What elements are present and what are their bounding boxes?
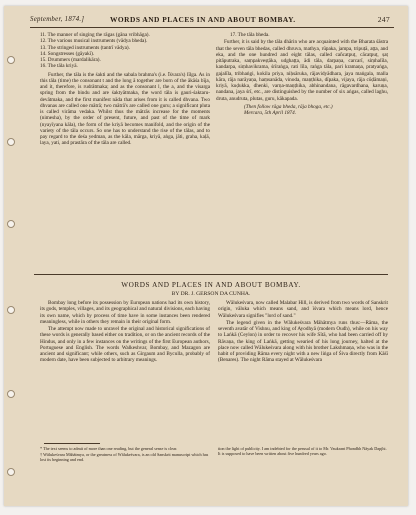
list-item: 13. The stringed instruments (tantrī vādya).	[40, 44, 130, 51]
list-item: 15. Drummers (mardalikāra).	[40, 57, 101, 63]
paragraph: The attempt now made to unravel the original and historical significations of these words is generally based either on tradition, or on the ancient records of the Hindus, and only in a few instances on the writings of the first European authors, Portuguese and English. The words Walkeshvar, Bombay, and Mazagon are ancient and significant; while others, such as Girgaum and Byculla, probably of modern date, have been subjected to arbitrary meanings.	[40, 326, 210, 364]
paragraph: Wālukeśvara, now called Malabar Hill, is derived from two words of Sanskrit origin, vāluka which means sand, and īśvara which means lord, hence Wālukeśvara signifies "lord of sand."	[218, 300, 388, 319]
paragraph: Bombay long before its possession by European nations had its own history, its gods, temples, villages, and its geographical and natural divisions, each having its own name, which by process of time have in some instances been rendered meaningless, while in others they remain in their original form.	[40, 300, 210, 325]
list-item: 12. The various musical instruments (vādya bheda).	[40, 38, 148, 45]
paragraph: Further, the tāla is the śakti and the sabala brahma's (i.e. Īśvara's) līlga. As in this tāla (time) the consonant t and the long ā together are born of the ākāśa bīja, and it, therefore, is rudrātmaka; and as the consonant l, the a, and the visarga spring from the bindu and are śaktyātmaka, the word tāla is gauri-śaktaru-devātmaka, and the first manifest nāda that arises from it is called dhvana. Two dhvanas are called one mātrā; two mātrā's are called one guru; a significant pluta is called virāma vedaka. Whilst thus the mātrās increase for the moments (nimesha), by the order of present, future, and past of the time of mark (nyayīyana kāla), the form of the kriyā becomes manifold, and the origin of the variety of the tāla occurs. So one has to understand the rise of the tālas, and to pay regard to the deśa yedman, as the kāla, mārga, kriyā, aṅga, jāti, graha, kaḷā, laya, yati, and prastāra of the tāla are called.	[40, 71, 210, 147]
page-number: 247	[377, 15, 390, 24]
list-item: 14. Songstresses (gāyakī).	[40, 50, 95, 57]
header-title: WORDS AND PLACES IN AND ABOUT BOMBAY.	[110, 15, 296, 24]
binding-hole	[7, 390, 15, 398]
column-bottom-right	[218, 300, 388, 495]
article-title: WORDS AND PLACES IN AND ABOUT BOMBAY.	[121, 281, 301, 289]
footnote: † Wālukeśvara Māhātmya, or the greatness of Wālukeśvara, is an old Sanskrit manuscript which has lost its beginning and end.	[40, 452, 209, 463]
footnote: * The text seems to admit of more than one reading, but the general sense is clear.	[40, 446, 178, 451]
footnotes	[40, 446, 210, 464]
numbered-list	[40, 32, 210, 70]
list-item: 11. The manner of singing the rāgas (gāna vribhāga).	[40, 32, 150, 38]
binding-hole	[7, 220, 15, 228]
binding-hole	[7, 56, 15, 64]
binding-hole	[7, 138, 15, 146]
list-item: 16. The tāla kriyā.	[40, 63, 78, 70]
footnote-rule	[44, 443, 100, 444]
column-bottom-left	[40, 300, 210, 495]
column-top-left	[40, 32, 210, 272]
section-heading: 17. The tāla bheda.	[230, 32, 270, 38]
column-top-right	[216, 32, 388, 272]
article-author: BY DR. J. GERSON DA CUNHA.	[171, 291, 251, 297]
paragraph: The legend given in the Wālukeśvara Māhātmya runs thus:—Rāma, the seventh avatār of Vishnu, and king of Ayodhyā (modern Oudh), while on his way to Laṅkā (Ceylon) in order to recover his wife Sītā, who had been carried off by Rāvaṇa, the king of Laṅkā, getting wearied of his long journey, halted at the place now called Wālukeśvara along with his brother Lakshmaṇa, who was in the habit of providing Rāma every night with a new liṅga of Śiva directly from Kāśī (Benares). The night Rāma stayed at Wālukeśvara	[218, 319, 388, 364]
binding-hole	[7, 306, 15, 314]
document-page	[4, 6, 408, 506]
paragraph: Further, it is said by the tāla dhārin who are acquainted with the Bharata śāstra that the seven tāla bhedas, called dhruva, mathya, rūpaka, jampa, tripuṭā, aṭṭa, and eka, and the one hundred and eight tālas, called cañcatpuṭ, cācatpuṭ, ṣaṭ pitāputraka, saṃpakveṣṭāka, udghaṭṭa, ādi tāla, darpaṇa, carcarī, siṃhalīla, kandarpa, siṃhavikrama, śrīraṅga, rati līla, raṅga tāla, pari kramaṇa, pratyaṅga, gajalīla, tribhaṅgi, kokila priya, niḥsāruka, rājavidyādhara, jaya maṅgala, malla kāra, rāja narāyaṇa, haṃsanāda, vinoda, maṇṭhika, dīpaka, vijaya, rāja cūḍāmaṇi, kriyā, kuḍukka, dhenki, varṇa-maṇṭhika, abhinandana, rāgavardhana, karuṇa, nandana, jaya śrī, etc., are distinguished by the number of six aṅgas, called laghu, druta, anudruta, plutas, guru, kākapada.	[216, 39, 388, 102]
header-rule	[30, 27, 394, 28]
section-divider	[34, 274, 388, 275]
closing-note: (Then follow rāga bheda, rāja bhoga, etc.) Mercara, 5th April 1874.	[244, 103, 333, 116]
header-date: September, 1874.]	[30, 16, 85, 23]
footnote-continued: tion the light of publicity. I am indebted for the perusal of it to Mr. Vaukrant Phondbh Nāyak Dapjhi. It is supposed to have been written about five hundred years ago.	[218, 446, 387, 457]
binding-hole	[7, 468, 15, 476]
running-header	[30, 14, 394, 26]
